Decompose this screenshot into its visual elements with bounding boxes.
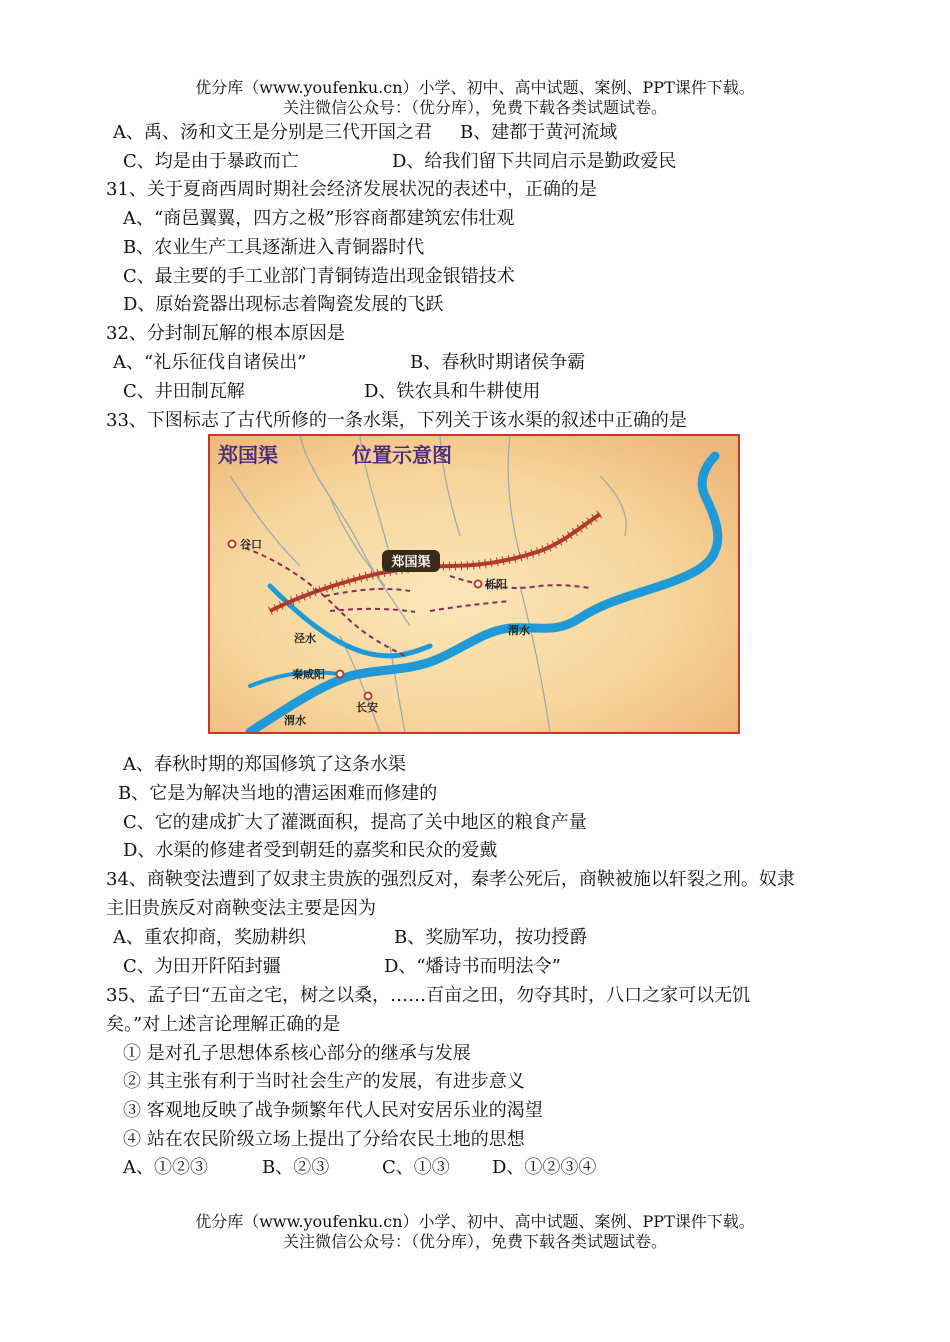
q35-statement-4: ④ 站在农民阶级立场上提出了分给农民土地的思想 [123,1129,525,1150]
label-liyang: 栎阳 [485,578,507,591]
q32-stem: 32、分封制瓦解的根本原因是 [106,323,345,344]
q32-option-a: A、“礼乐征伐自诸侯出” [113,352,307,373]
q32-option-d: D、铁农具和牛耕使用 [364,381,541,402]
label-gukou: 谷口 [240,538,262,551]
map-title-right: 位置示意图 [352,443,452,467]
q34-option-d: D、“燔诗书而明法令” [384,956,561,977]
label-xianyang: 秦咸阳 [292,668,325,681]
footer-line-1: 优分库（www.youfenku.cn）小学、初中、高中试题、案例、PPT课件下载。 [195,1212,755,1231]
q30-option-d: D、给我们留下共同启示是勤政爱民 [392,151,677,172]
q35-option-b: B、②③ [262,1157,330,1178]
q31-option-b: B、农业生产工具逐渐进入青铜器时代 [123,237,425,258]
zhengguo-canal-map [208,434,740,734]
q30-option-c: C、均是由于暴政而亡 [123,151,299,172]
label-jing-river: 泾水 [294,632,316,645]
canal-label: 郑国渠 [391,555,431,570]
q30-option-b: B、建都于黄河流域 [460,122,618,143]
header-line-2: 关注微信公众号：（优分库），免费下载各类试题试卷。 [282,98,667,117]
q35-option-a: A、①②③ [123,1157,208,1178]
q33-option-b: B、它是为解决当地的漕运困难而修建的 [118,783,438,804]
label-wei-river-east: 渭水 [508,624,530,637]
q31-option-d: D、原始瓷器出现标志着陶瓷发展的飞跃 [123,294,444,315]
q35-stem-line-2: 矣。”对上述言论理解正确的是 [106,1014,341,1035]
q30-option-a: A、禹、汤和文王是分别是三代开国之君 [113,122,432,143]
q31-stem: 31、关于夏商西周时期社会经济发展状况的表述中，正确的是 [106,179,597,200]
q35-statement-3: ③ 客观地反映了战争频繁年代人民对安居乐业的渴望 [123,1100,543,1121]
q33-option-d: D、水渠的修建者受到朝廷的嘉奖和民众的爱戴 [123,840,498,861]
q33-option-c: C、它的建成扩大了灌溉面积，提高了关中地区的粮食产量 [123,812,587,833]
map-title-left: 郑国渠 [218,443,278,467]
q34-stem-line-1: 34、商鞅变法遭到了奴隶主贵族的强烈反对，秦孝公死后，商鞅被施以轩裂之刑。奴隶 [106,869,795,890]
q35-option-c: C、①③ [382,1157,450,1178]
gukou-marker [229,541,236,548]
label-changan: 长安 [356,701,378,714]
q34-option-b: B、奖励军功，按功授爵 [394,927,588,948]
q32-option-c: C、井田制瓦解 [123,381,245,402]
q35-stem-line-1: 35、孟子曰“五亩之宅，树之以桑，……百亩之田，勿夺其时，八口之家可以无饥 [106,985,751,1006]
header-line-1: 优分库（www.youfenku.cn）小学、初中、高中试题、案例、PPT课件下载。 [195,78,755,97]
q34-option-c: C、为田开阡陌封疆 [123,956,281,977]
q31-option-c: C、最主要的手工业部门青铜铸造出现金银错技术 [123,266,515,287]
xianyang-marker [337,671,344,678]
q32-option-b: B、春秋时期诸侯争霸 [410,352,586,373]
q35-statement-1: ① 是对孔子思想体系核心部分的继承与发展 [123,1043,471,1064]
q33-stem: 33、下图标志了古代所修的一条水渠，下列关于该水渠的叙述中正确的是 [106,410,687,431]
footer-line-2: 关注微信公众号：（优分库），免费下载各类试题试卷。 [282,1232,667,1251]
q34-stem-line-2: 主旧贵族反对商鞅变法主要是因为 [106,898,376,919]
q34-option-a: A、重农抑商，奖励耕织 [113,927,306,948]
q33-option-a: A、春秋时期的郑国修筑了这条水渠 [123,754,406,775]
label-wei-river-west: 渭水 [284,714,306,727]
q35-statement-2: ② 其主张有利于当时社会生产的发展，有进步意义 [123,1071,525,1092]
q35-option-d: D、①②③④ [492,1157,597,1178]
liyang-marker [475,581,482,588]
changan-marker [365,693,372,700]
q31-option-a: A、“商邑翼翼，四方之极”形容商都建筑宏伟壮观 [123,208,515,229]
